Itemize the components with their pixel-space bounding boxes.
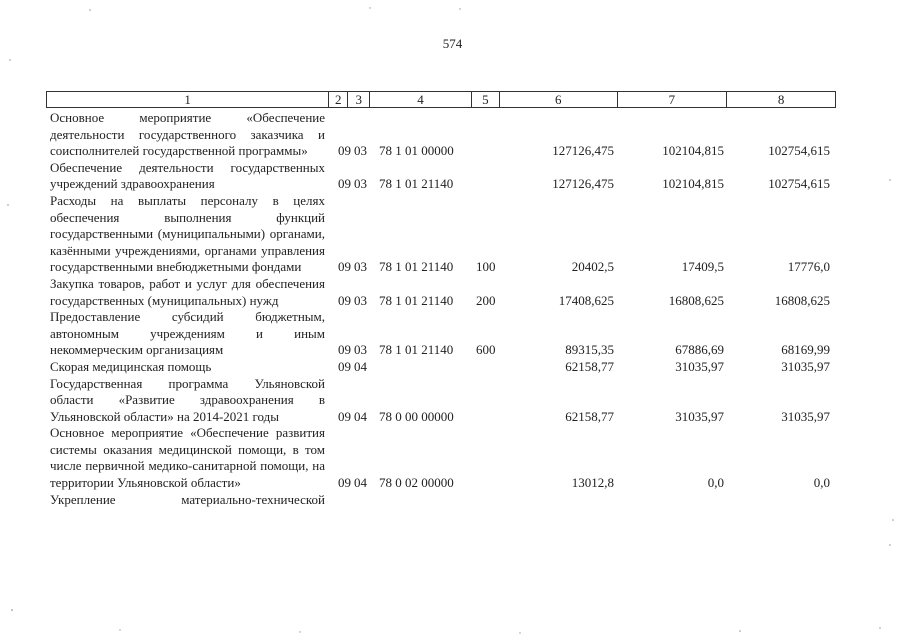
table-row (50, 160, 840, 193)
row-name: Предоставление субсидий бюджетным, автономным учреждениям и иным некоммерческим организациям (50, 309, 325, 358)
header-col-3: 3 (348, 92, 370, 107)
table-row (50, 110, 840, 160)
row-subsection: 03 (354, 342, 367, 358)
table-row (50, 309, 840, 359)
row-amount-7: 16808,625 (668, 292, 724, 308)
header-col-1: 1 (47, 92, 329, 107)
row-amount-6: 62158,77 (565, 408, 614, 424)
row-target-code: 78 1 01 21140 (379, 176, 454, 192)
row-amount-7: 102104,815 (662, 143, 724, 159)
row-amount-8: 31035,97 (781, 358, 830, 374)
row-amount-6: 127126,475 (552, 176, 614, 192)
row-name: Обеспечение деятельности государственных учреждений здравоохранения (50, 159, 325, 192)
row-subsection: 04 (354, 408, 367, 424)
row-amount-8: 102754,615 (768, 176, 830, 192)
page-number: 574 (442, 36, 463, 51)
table-row (50, 276, 840, 309)
row-subsection: 03 (354, 176, 367, 192)
row-amount-8: 16808,625 (774, 292, 830, 308)
table-row (50, 359, 840, 376)
row-name: Основное мероприятие «Обеспечение деятельности государственного заказчика и соисполнителей государственной программы» (50, 110, 325, 159)
row-subsection: 03 (354, 259, 367, 275)
row-amount-8: 102754,615 (768, 143, 830, 159)
row-target-code: 78 1 01 21140 (379, 342, 454, 358)
header-col-4: 4 (370, 92, 472, 107)
row-expense-type: 600 (476, 342, 496, 358)
row-name: Государственная программа Ульяновской области «Развитие здравоохранения в Ульяновской области» на 2014-2021 годы (50, 375, 325, 424)
header-col-5: 5 (472, 92, 500, 107)
row-amount-6: 20402,5 (571, 259, 614, 275)
header-col-8: 8 (777, 92, 785, 107)
row-amount-6: 89315,35 (565, 342, 614, 358)
row-amount-7: 102104,815 (662, 176, 724, 192)
row-section: 09 (338, 475, 351, 491)
row-target-code: 78 0 02 00000 (379, 475, 454, 491)
row-subsection: 04 (354, 475, 367, 491)
row-section: 09 (338, 292, 351, 308)
row-amount-8: 17776,0 (787, 259, 830, 275)
row-amount-7: 31035,97 (675, 408, 724, 424)
row-amount-8: 31035,97 (781, 408, 830, 424)
table-row (50, 376, 840, 426)
row-name: Основное мероприятие «Обеспечение развития системы оказания медицинской помощи, в том числе первичной медико-санитарной помощи, на территории Ульяновской области» (50, 425, 325, 491)
row-section: 09 (338, 259, 351, 275)
row-expense-type: 100 (476, 259, 496, 275)
row-amount-7: 31035,97 (675, 358, 724, 374)
row-target-code: 78 0 00 00000 (379, 408, 454, 424)
row-amount-6: 62158,77 (565, 358, 614, 374)
row-name: Укрепление материально-технической (50, 491, 325, 507)
row-amount-6: 13012,8 (571, 475, 614, 491)
row-section: 09 (338, 358, 351, 374)
row-target-code: 78 1 01 00000 (379, 143, 454, 159)
table-row (50, 193, 840, 276)
row-amount-6: 17408,625 (558, 292, 614, 308)
row-name: Скорая медицинская помощь (50, 358, 212, 374)
table-row (50, 425, 840, 491)
table-row (50, 492, 840, 509)
row-subsection: 03 (354, 143, 367, 159)
table-body (50, 110, 840, 508)
row-subsection: 03 (354, 292, 367, 308)
row-name: Закупка товаров, работ и услуг для обеспечения государственных (муниципальных) нужд (50, 275, 325, 308)
row-amount-7: 17409,5 (681, 259, 724, 275)
row-amount-6: 127126,475 (552, 143, 614, 159)
row-name: Расходы на выплаты персоналу в целях обеспечения выполнения функций государственными (муниципальными) органами, казёнными учреждениями, органами управления государственными внебюджетными фондами (50, 192, 325, 275)
row-expense-type: 200 (476, 292, 496, 308)
row-amount-7: 0,0 (707, 475, 724, 491)
row-subsection: 04 (354, 358, 367, 374)
row-section: 09 (338, 143, 351, 159)
row-section: 09 (338, 408, 351, 424)
row-section: 09 (338, 176, 351, 192)
row-target-code: 78 1 01 21140 (379, 292, 454, 308)
row-amount-7: 67886,69 (675, 342, 724, 358)
row-amount-8: 68169,99 (781, 342, 830, 358)
table-header (46, 91, 836, 108)
row-amount-8: 0,0 (813, 475, 830, 491)
header-col-7: 7 (618, 92, 728, 107)
row-target-code: 78 1 01 21140 (379, 259, 454, 275)
header-col-6: 6 (500, 92, 618, 107)
row-section: 09 (338, 342, 351, 358)
header-col-2: 2 (329, 92, 348, 107)
